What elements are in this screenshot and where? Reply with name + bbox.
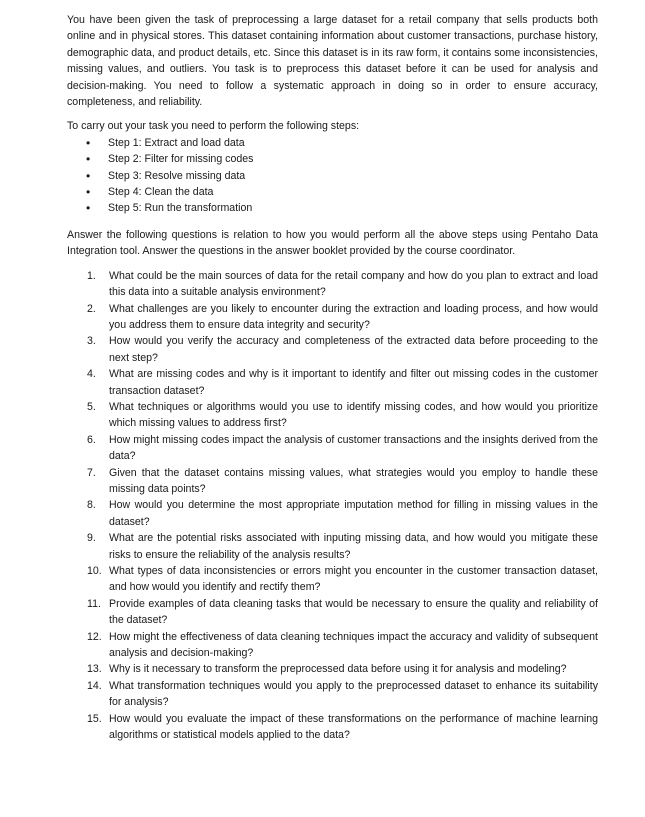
question-text: What challenges are you likely to encounter during the extraction and loading process, and how would you address them to ensure data integrity and security? xyxy=(109,302,598,331)
question-number: 12. xyxy=(87,630,102,643)
question-text: Given that the dataset contains missing values, what strategies would you employ to handle these missing data points? xyxy=(109,466,598,495)
question-number: 9. xyxy=(87,532,96,545)
question-number: 7. xyxy=(87,466,96,479)
step-item: • Step 1: Extract and load data xyxy=(67,135,598,151)
question-number: 3. xyxy=(87,335,96,348)
question-number: 1. xyxy=(87,269,96,282)
question-item xyxy=(67,366,598,399)
step-item: • Step 2: Filter for missing codes xyxy=(67,151,598,167)
question-text: How would you evaluate the impact of these transformations on the performance of machine learning algorithms or statistical models applied to the data? xyxy=(109,712,598,742)
steps-lead: To carry out your task you need to perform the following steps: xyxy=(67,120,360,133)
question-text: How would you determine the most appropriate imputation method for filling in missing values in the dataset? xyxy=(109,499,598,528)
question-number: 6. xyxy=(87,433,96,446)
question-item xyxy=(67,333,598,366)
intro-paragraph: You have been given the task of preprocessing a large dataset for a retail company that sells products both online and in physical stores. This dataset containing information about customer transactions, purchase history, demographic data, and product details, etc. Since this dataset is in its raw form, it contains some inconsistencies, missing values, and outliers. You task is to preprocess this dataset before it can be used for analysis and decision-making. You need to follow a systematic approach in doing so in order to ensure accuracy, completeness, and reliability. xyxy=(67,14,598,109)
answer-instructions: Answer the following questions is relation to how you would perform all the above steps using Pentaho Data Integration tool. Answer the questions in the answer booklet provided by the course coordinator. xyxy=(67,228,598,258)
question-number: 11. xyxy=(87,597,101,610)
question-number: 4. xyxy=(87,368,96,381)
question-text: How might missing codes impact the analysis of customer transactions and the insights derived from the data? xyxy=(109,433,598,463)
question-number: 2. xyxy=(87,302,96,315)
question-item xyxy=(67,497,598,530)
question-item xyxy=(67,301,598,334)
question-item xyxy=(67,711,598,744)
question-item xyxy=(67,661,598,677)
question-number: 15. xyxy=(87,712,102,725)
question-item xyxy=(67,530,598,563)
question-number: 13. xyxy=(87,663,102,676)
question-text: Why is it necessary to transform the preprocessed data before using it for analysis and modeling? xyxy=(109,663,567,676)
step-item: • Step 5: Run the transformation xyxy=(67,200,598,216)
question-item xyxy=(67,629,598,662)
questions-list xyxy=(67,268,598,744)
question-number: 10. xyxy=(87,565,102,577)
question-number: 14. xyxy=(87,679,102,692)
question-number: 5. xyxy=(87,400,96,413)
step-item: • Step 3: Resolve missing data xyxy=(67,168,598,184)
question-text: What types of data inconsistencies or errors might you encounter in the customer transaction dataset, and how would you identify and rectify them? xyxy=(109,565,598,594)
question-text: What are the potential risks associated with inputing missing data, and how would you mitigate these risks to ensure the reliability of the analysis results? xyxy=(109,532,598,561)
question-text: How might the effectiveness of data cleaning techniques impact the accuracy and validity of subsequent analysis and decision-making? xyxy=(109,630,598,660)
question-item xyxy=(67,563,598,596)
question-item xyxy=(67,268,598,301)
question-text: What techniques or algorithms would you use to identify missing codes, and how would you prioritize which missing values to address first? xyxy=(109,400,598,430)
question-item xyxy=(67,465,598,498)
question-text: Provide examples of data cleaning tasks that would be necessary to ensure the quality and reliability of the dataset? xyxy=(109,597,598,627)
question-text: What are missing codes and why is it important to identify and filter out missing codes in the customer transaction dataset? xyxy=(109,368,598,397)
step-item: • Step 4: Clean the data xyxy=(67,184,598,200)
question-text: What transformation techniques would you apply to the preprocessed dataset to enhance its suitability for analysis? xyxy=(109,679,598,709)
steps-list xyxy=(67,135,598,217)
question-item xyxy=(67,399,598,432)
question-text: What could be the main sources of data for the retail company and how do you plan to extract and load this data into a suitable analysis environment? xyxy=(109,269,598,299)
question-number: 8. xyxy=(87,499,96,512)
question-item xyxy=(67,678,598,711)
question-item xyxy=(67,432,598,465)
question-item xyxy=(67,596,598,629)
question-text: How would you verify the accuracy and completeness of the extracted data before proceeding to the next step? xyxy=(109,335,598,364)
